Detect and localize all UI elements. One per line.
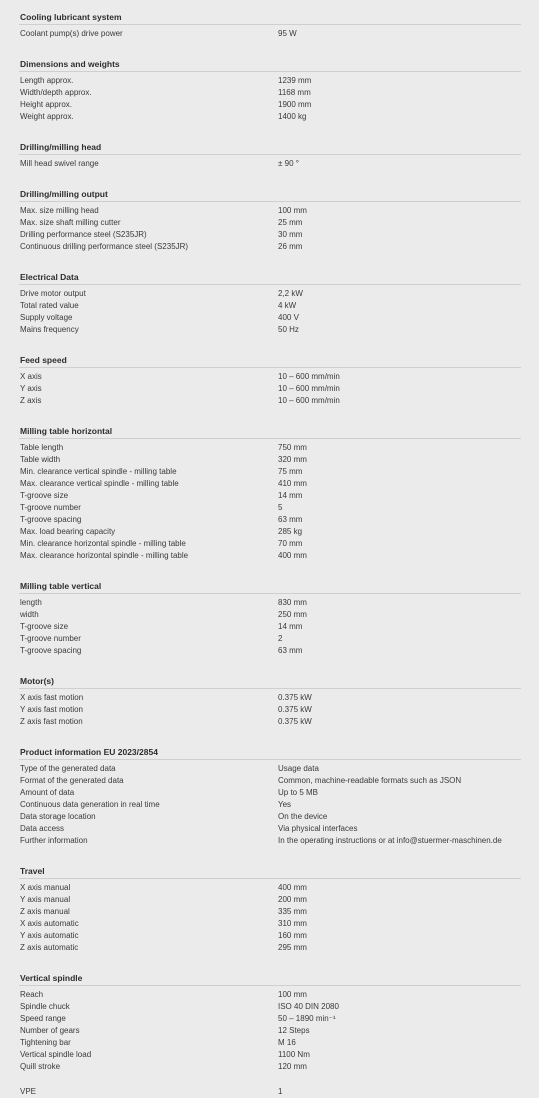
spec-row: [0, 645, 539, 657]
spec-section: [0, 53, 539, 136]
spec-value: 1100 Nm: [278, 1050, 310, 1059]
spec-value: 2: [278, 634, 283, 643]
spec-value: M 16: [278, 1038, 296, 1047]
spec-value: 10 – 600 mm/min: [278, 384, 340, 393]
spec-row: [0, 692, 539, 704]
spec-row: [0, 395, 539, 407]
spec-value: 400 mm: [278, 883, 307, 892]
spec-value: 95 W: [278, 29, 297, 38]
spec-label: Min. clearance vertical spindle - milling table: [20, 467, 177, 476]
spec-row: [0, 478, 539, 490]
spec-value: 50 Hz: [278, 325, 299, 334]
spec-value: 30 mm: [278, 230, 303, 239]
spec-value: 5: [278, 503, 283, 512]
section-divider: [19, 985, 521, 986]
spec-label: Z axis: [20, 396, 42, 405]
spec-row: [0, 621, 539, 633]
spec-row: [0, 324, 539, 336]
spec-row: [0, 217, 539, 229]
spec-section: [0, 266, 539, 349]
spec-label: T-groove size: [20, 491, 69, 500]
spec-label: X axis fast motion: [20, 693, 84, 702]
spec-value: 10 – 600 mm/min: [278, 396, 340, 405]
spec-value: 160 mm: [278, 931, 307, 940]
spec-row: [0, 371, 539, 383]
section-gap: [0, 170, 539, 183]
spec-row: [0, 894, 539, 906]
spec-value: 75 mm: [278, 467, 303, 476]
spec-label: Format of the generated data: [20, 776, 124, 785]
spec-row: [0, 312, 539, 324]
spec-label: Table width: [20, 455, 61, 464]
spec-value: 1900 mm: [278, 100, 312, 109]
spec-row: [0, 490, 539, 502]
spec-label: Z axis manual: [20, 907, 70, 916]
spec-value: Up to 5 MB: [278, 788, 319, 797]
section-title: Cooling lubricant system: [20, 12, 122, 22]
spec-row: [0, 526, 539, 538]
spec-label: Height approx.: [20, 100, 73, 109]
spec-label: Y axis manual: [20, 895, 71, 904]
spec-row: [0, 775, 539, 787]
section-divider: [19, 154, 521, 155]
spec-value: 100 mm: [278, 990, 307, 999]
spec-row: [0, 1061, 539, 1073]
section-title: Vertical spindle: [20, 973, 83, 983]
spec-row: [0, 1037, 539, 1049]
spec-value: 63 mm: [278, 515, 303, 524]
spec-row: [0, 454, 539, 466]
spec-row: [0, 704, 539, 716]
spec-row: [0, 229, 539, 241]
spec-value: 50 – 1890 min⁻¹: [278, 1014, 336, 1023]
spec-label: Speed range: [20, 1014, 66, 1023]
spec-label: Drive motor output: [20, 289, 86, 298]
spec-label: Z axis automatic: [20, 943, 79, 952]
spec-row: [0, 989, 539, 1001]
section-title: Motor(s): [20, 676, 54, 686]
section-title: Milling table vertical: [20, 581, 102, 591]
spec-value: ± 90 °: [278, 159, 299, 168]
spec-row: [0, 918, 539, 930]
spec-value: 400 mm: [278, 551, 307, 560]
spec-label: Max. clearance horizontal spindle - milling table: [20, 551, 189, 560]
section-gap: [0, 728, 539, 741]
spec-label: Max. load bearing capacity: [20, 527, 116, 536]
spec-label: Y axis automatic: [20, 931, 79, 940]
spec-value: 25 mm: [278, 218, 303, 227]
spec-label: T-groove size: [20, 622, 69, 631]
section-title: Feed speed: [20, 355, 67, 365]
spec-label: T-groove spacing: [20, 515, 82, 524]
spec-row: [0, 111, 539, 123]
spec-label: X axis manual: [20, 883, 71, 892]
spec-value: 200 mm: [278, 895, 307, 904]
spec-row: [0, 882, 539, 894]
spec-row: [0, 609, 539, 621]
section-gap: [0, 407, 539, 420]
spec-value: 1168 mm: [278, 88, 311, 97]
spec-value: 410 mm: [278, 479, 307, 488]
spec-label: Number of gears: [20, 1026, 80, 1035]
section-divider: [19, 878, 521, 879]
spec-label: Quill stroke: [20, 1062, 61, 1071]
spec-row: [0, 550, 539, 562]
section-gap: [0, 253, 539, 266]
spec-section: [0, 6, 539, 53]
spec-row: [0, 942, 539, 954]
spec-label: Spindle chuck: [20, 1002, 70, 1011]
section-title: Milling table horizontal: [20, 426, 113, 436]
spec-value: 0.375 kW: [278, 705, 312, 714]
spec-value: 14 mm: [278, 622, 303, 631]
spec-value: 2,2 kW: [278, 289, 303, 298]
spec-value: 120 mm: [278, 1062, 307, 1071]
spec-value: 0.375 kW: [278, 717, 312, 726]
spec-row: [0, 799, 539, 811]
section-gap: [0, 123, 539, 136]
section-gap: [0, 954, 539, 967]
spec-label: Continuous data generation in real time: [20, 800, 160, 809]
spec-label: Mill head swivel range: [20, 159, 99, 168]
section-divider: [19, 759, 521, 760]
spec-value: 70 mm: [278, 539, 303, 548]
spec-label: X axis: [20, 372, 42, 381]
spec-label: Width/depth approx.: [20, 88, 92, 97]
spec-label: Type of the generated data: [20, 764, 116, 773]
section-gap: [0, 657, 539, 670]
section-divider: [19, 201, 521, 202]
spec-label: Y axis: [20, 384, 42, 393]
section-title: Electrical Data: [20, 272, 79, 282]
spec-value: 10 – 600 mm/min: [278, 372, 340, 381]
spec-value: 250 mm: [278, 610, 307, 619]
spec-label: Continuous drilling performance steel (S235JR): [20, 242, 189, 251]
spec-label: Table length: [20, 443, 64, 452]
spec-row: [0, 442, 539, 454]
spec-label: Weight approx.: [20, 112, 74, 121]
spec-value: 63 mm: [278, 646, 303, 655]
spec-row: [0, 633, 539, 645]
spec-label: Vertical spindle load: [20, 1050, 92, 1059]
spec-section: [0, 575, 539, 670]
section-gap: [0, 336, 539, 349]
spec-value: 1400 kg: [278, 112, 307, 121]
spec-section: [0, 670, 539, 741]
spec-row: [0, 1013, 539, 1025]
spec-label: Supply voltage: [20, 313, 73, 322]
spec-value: 1239 mm: [278, 76, 312, 85]
spec-label: Data access: [20, 824, 65, 833]
spec-row: [0, 823, 539, 835]
spec-section: [0, 420, 539, 575]
spec-value: 12 Steps: [278, 1026, 310, 1035]
spec-section: [0, 183, 539, 266]
spec-section: [0, 741, 539, 860]
spec-section: [0, 860, 539, 967]
spec-label: Reach: [20, 990, 44, 999]
spec-row: [0, 466, 539, 478]
section-divider: [19, 367, 521, 368]
spec-label: X axis automatic: [20, 919, 79, 928]
section-gap: [0, 1073, 539, 1086]
section-divider: [19, 688, 521, 689]
spec-row: [0, 28, 539, 40]
spec-row: [0, 1001, 539, 1013]
spec-value: Usage data: [278, 764, 319, 773]
section-divider: [19, 71, 521, 72]
section-title: Travel: [20, 866, 45, 876]
vpe-value: 1: [278, 1087, 283, 1096]
spec-label: T-groove number: [20, 634, 81, 643]
spec-row: [0, 502, 539, 514]
spec-value: On the device: [278, 812, 328, 821]
spec-label: Y axis fast motion: [20, 705, 83, 714]
spec-row: [0, 787, 539, 799]
section-divider: [19, 284, 521, 285]
spec-value: 750 mm: [278, 443, 307, 452]
section-divider: [19, 593, 521, 594]
spec-value: Via physical interfaces: [278, 824, 358, 833]
spec-row: [0, 300, 539, 312]
spec-row: [0, 514, 539, 526]
spec-label: Coolant pump(s) drive power: [20, 29, 123, 38]
section-title: Drilling/milling output: [20, 189, 108, 199]
section-gap: [0, 562, 539, 575]
section-divider: [19, 438, 521, 439]
spec-row: [0, 288, 539, 300]
spec-label: Amount of data: [20, 788, 75, 797]
spec-row: [0, 835, 539, 847]
spec-value: In the operating instructions or at info@stuermer-maschinen.de: [278, 836, 502, 845]
spec-value: 100 mm: [278, 206, 307, 215]
spec-value: 26 mm: [278, 242, 303, 251]
spec-label: Min. clearance horizontal spindle - milling table: [20, 539, 186, 548]
spec-label: Max. clearance vertical spindle - milling table: [20, 479, 179, 488]
section-title: Drilling/milling head: [20, 142, 102, 152]
spec-label: Max. size milling head: [20, 206, 99, 215]
section-title: Dimensions and weights: [20, 59, 120, 69]
spec-value: 4 kW: [278, 301, 297, 310]
spec-label: T-groove number: [20, 503, 81, 512]
spec-label: Tightening bar: [20, 1038, 71, 1047]
spec-value: 14 mm: [278, 491, 303, 500]
spec-value: 400 V: [278, 313, 299, 322]
spec-value: 335 mm: [278, 907, 307, 916]
spec-value: Common, machine-readable formats such as JSON: [278, 776, 462, 785]
spec-row: [0, 1049, 539, 1061]
spec-value: 295 mm: [278, 943, 307, 952]
spec-value: 830 mm: [278, 598, 307, 607]
spec-section: [0, 349, 539, 420]
spec-section: [0, 136, 539, 183]
section-gap: [0, 40, 539, 53]
spec-label: Data storage location: [20, 812, 96, 821]
section-title: Product information EU 2023/2854: [20, 747, 158, 757]
spec-row: [0, 75, 539, 87]
section-divider: [19, 24, 521, 25]
spec-row: [0, 538, 539, 550]
spec-row: [0, 1025, 539, 1037]
vpe-row: [0, 1086, 539, 1098]
section-gap: [0, 847, 539, 860]
spec-label: Z axis fast motion: [20, 717, 83, 726]
spec-label: Length approx.: [20, 76, 74, 85]
spec-label: Total rated value: [20, 301, 79, 310]
spec-row: [0, 811, 539, 823]
spec-label: width: [20, 610, 39, 619]
spec-row: [0, 383, 539, 395]
spec-label: Mains frequency: [20, 325, 79, 334]
spec-row: [0, 906, 539, 918]
spec-row: [0, 716, 539, 728]
vpe-label: VPE: [20, 1087, 37, 1096]
spec-label: T-groove spacing: [20, 646, 82, 655]
spec-label: Further information: [20, 836, 88, 845]
spec-label: Max. size shaft milling cutter: [20, 218, 121, 227]
spec-value: 0.375 kW: [278, 693, 312, 702]
spec-row: [0, 205, 539, 217]
spec-row: [0, 930, 539, 942]
spec-value: ISO 40 DIN 2080: [278, 1002, 339, 1011]
spec-row: [0, 99, 539, 111]
spec-label: length: [20, 598, 42, 607]
spec-value: 320 mm: [278, 455, 307, 464]
spec-value: 285 kg: [278, 527, 303, 536]
spec-row: [0, 158, 539, 170]
spec-value: Yes: [278, 800, 292, 809]
spec-row: [0, 241, 539, 253]
spec-row: [0, 87, 539, 99]
spec-row: [0, 597, 539, 609]
spec-label: Drilling performance steel (S235JR): [20, 230, 147, 239]
spec-row: [0, 763, 539, 775]
spec-section: [0, 967, 539, 1086]
spec-value: 310 mm: [278, 919, 307, 928]
